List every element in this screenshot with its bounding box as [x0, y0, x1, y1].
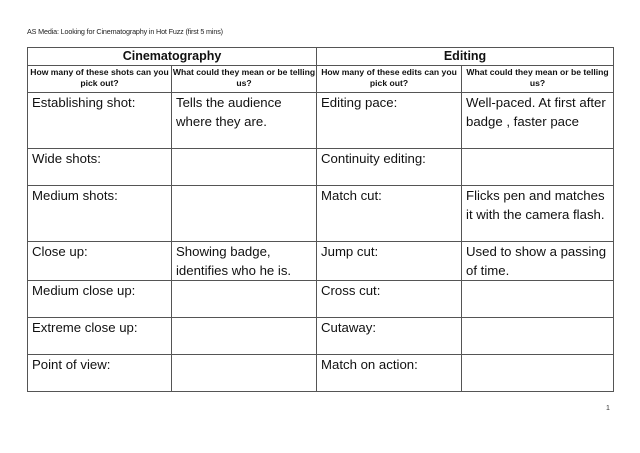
column-header-edit-meaning: What could they mean or be telling us?: [462, 66, 614, 93]
shot-meaning-cell[interactable]: Showing badge, identifies who he is.: [172, 242, 317, 281]
shot-cell: Establishing shot:: [28, 93, 172, 149]
document-title: AS Media: Looking for Cinematography in Hot Fuzz (first 5 mins): [27, 27, 223, 36]
cinematography-heading: Cinematography: [28, 48, 317, 66]
column-header-row: [28, 66, 614, 93]
column-header-shot-meaning: What could they mean or be telling us?: [172, 66, 317, 93]
edit-cell: Continuity editing:: [317, 149, 462, 186]
edit-meaning-cell[interactable]: Well-paced. At first after badge , faster pace: [462, 93, 614, 149]
shot-cell: Medium close up:: [28, 281, 172, 318]
shot-meaning-cell[interactable]: [172, 186, 317, 242]
shot-meaning-cell[interactable]: [172, 149, 317, 186]
shot-cell: Wide shots:: [28, 149, 172, 186]
edit-meaning-cell[interactable]: [462, 355, 614, 392]
section-header-row: [28, 48, 614, 66]
edit-meaning-cell[interactable]: [462, 149, 614, 186]
shot-cell: Point of view:: [28, 355, 172, 392]
table-row: [28, 186, 614, 242]
shot-meaning-cell[interactable]: [172, 355, 317, 392]
column-header-edits: How many of these edits can you pick out?: [317, 66, 462, 93]
table-row: [28, 318, 614, 355]
edit-cell: Jump cut:: [317, 242, 462, 281]
shot-cell: Medium shots:: [28, 186, 172, 242]
table-row: [28, 149, 614, 186]
edit-meaning-cell[interactable]: [462, 281, 614, 318]
table-row: [28, 281, 614, 318]
edit-meaning-cell[interactable]: Flicks pen and matches it with the camera flash.: [462, 186, 614, 242]
page-number: 1: [606, 405, 610, 412]
column-header-shots: How many of these shots can you pick out?: [28, 66, 172, 93]
table-row: [28, 355, 614, 392]
edit-cell: Match on action:: [317, 355, 462, 392]
edit-meaning-cell[interactable]: [462, 318, 614, 355]
shot-meaning-cell[interactable]: [172, 318, 317, 355]
table-row: [28, 93, 614, 149]
edit-cell: Editing pace:: [317, 93, 462, 149]
shot-meaning-cell[interactable]: Tells the audience where they are.: [172, 93, 317, 149]
edit-cell: Cross cut:: [317, 281, 462, 318]
shot-cell: Close up:: [28, 242, 172, 281]
worksheet-table: [27, 47, 614, 392]
table-row: [28, 242, 614, 281]
edit-cell: Cutaway:: [317, 318, 462, 355]
editing-heading: Editing: [317, 48, 614, 66]
edit-cell: Match cut:: [317, 186, 462, 242]
shot-cell: Extreme close up:: [28, 318, 172, 355]
shot-meaning-cell[interactable]: [172, 281, 317, 318]
edit-meaning-cell[interactable]: Used to show a passing of time.: [462, 242, 614, 281]
